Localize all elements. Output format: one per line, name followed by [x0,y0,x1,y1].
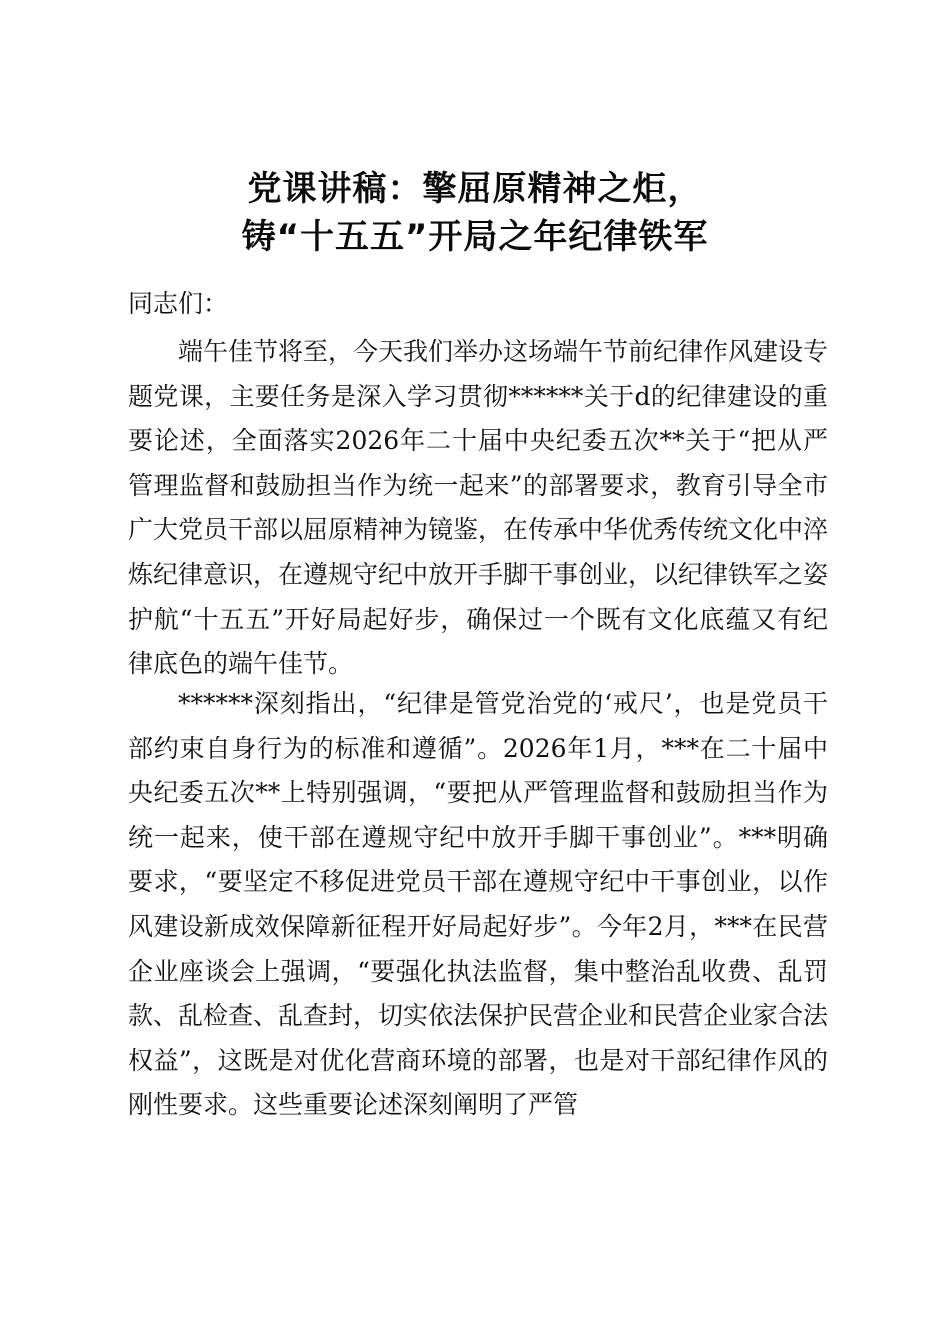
body-paragraph: ******深刻指出，“纪律是管党治党的‘戒尺’，也是党员干部约束自身行为的标准和遵循”。2026年1月，***在二十届中央纪委五次**上特别强调，“要把从严管理监督和鼓励担当作为统一起来，使干部在遵规守纪中放开手脚干事创业”。***明确要求，“要坚定不移促进党员干部在遵规守纪中干事创业，以作风建设新成效保障新征程开好局起好步”。今年2月，***在民营企业座谈会上强调，“要强化执法监督，集中整治乱收费、乱罚款、乱检查、乱查封，切实依法保护民营企业和民营企业家合法权益”，这既是对优化营商环境的部署，也是对干部纪律作风的刚性要求。这些重要论述深刻阐明了严管 [128,689,829,1120]
body-paragraph: 端午佳节将至，今天我们举办这场端午节前纪律作风建设专题党课，主要任务是深入学习贯彻******关于d的纪律建设的重要论述，全面落实2026年二十届中央纪委五次**关于“把从严管理监督和鼓励担当作为统一起来”的部署要求，教育引导全市广大党员干部以屈原精神为镜鉴，在传承中华优秀传统文化中淬炼纪律意识，在遵规守纪中放开手脚干事创业，以纪律铁军之姿护航“十五五”开好局起好步，确保过一个既有文化底蕴又有纪律底色的端午佳节。 [128,337,829,679]
document-title-line1: 党课讲稿：擎屈原精神之炬， [247,169,703,209]
salutation: 同志们： [128,289,229,318]
document-title-line2: 铸“十五五”开局之年纪律铁军 [241,217,709,257]
